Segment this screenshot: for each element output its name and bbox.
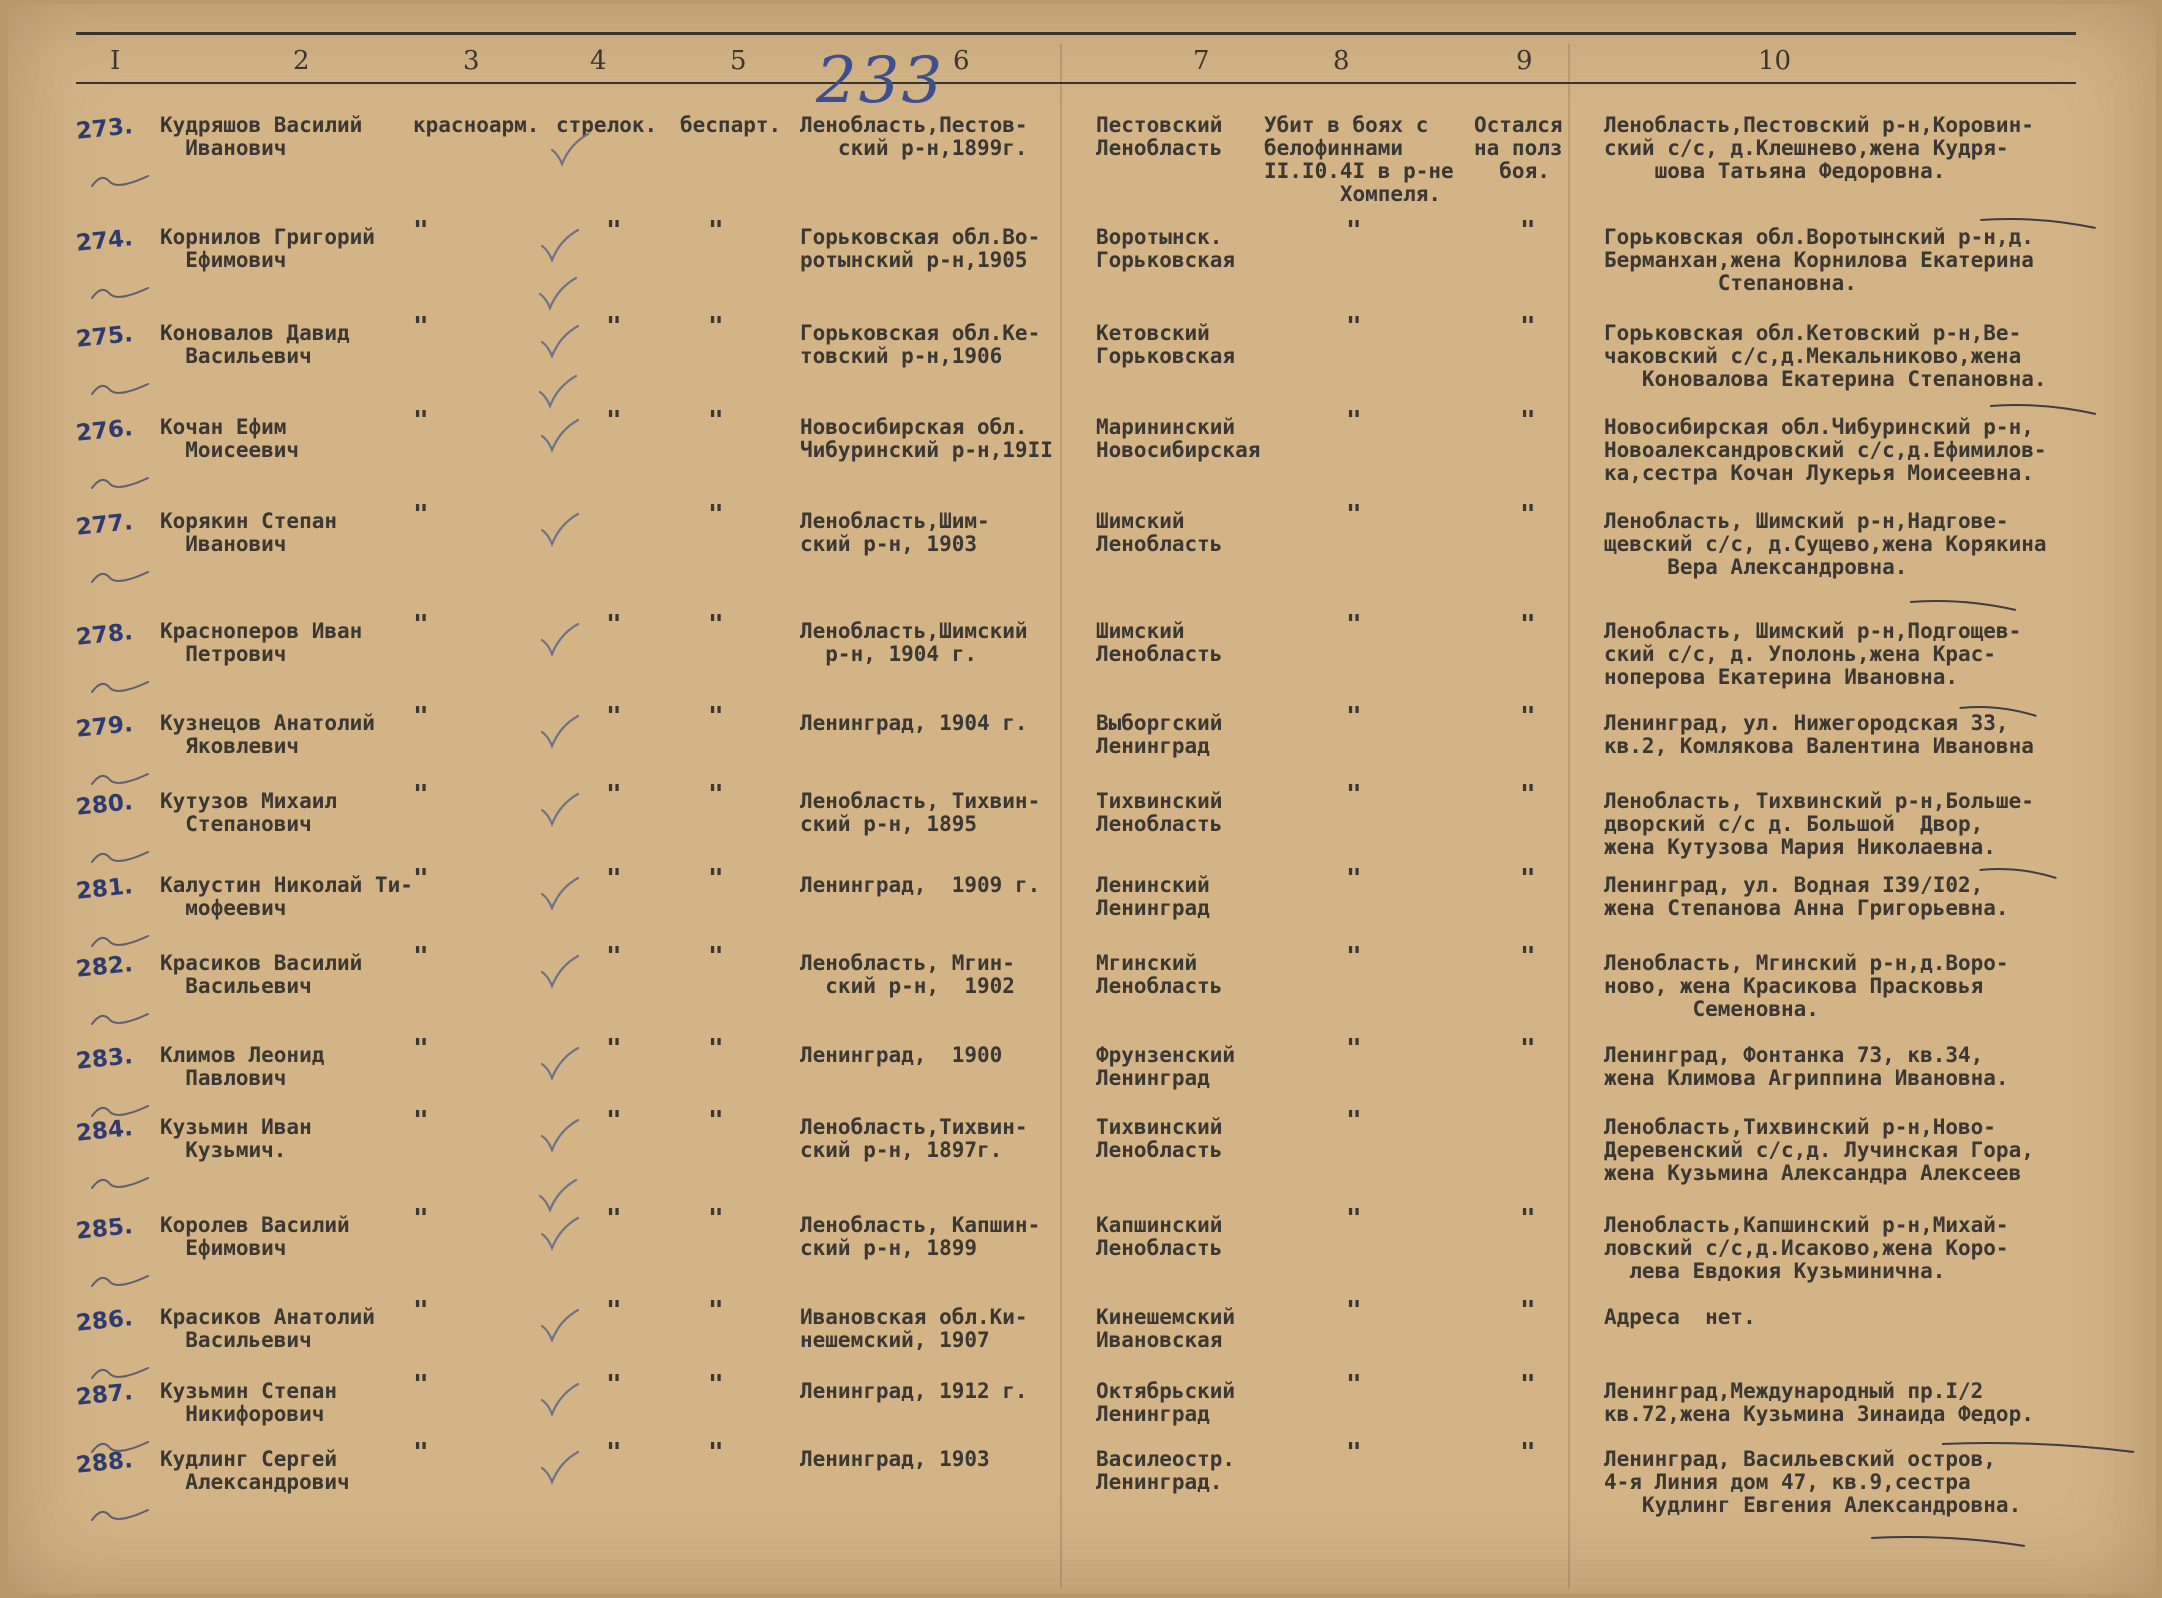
cell-buried: " (1520, 942, 1536, 972)
pencil-underline (1978, 862, 2058, 892)
cell-rank: " (413, 864, 429, 894)
table-row (8, 500, 2156, 596)
pencil-underline (1958, 700, 2038, 730)
table-row (8, 406, 2156, 502)
cell-buried: " (1520, 702, 1536, 732)
cell-birth: Ленобласть, Мгин- ский р-н, 1902 (800, 951, 1015, 998)
cell-party: беспарт. (680, 113, 782, 137)
cell-name: Кудлинг Сергей Александрович (160, 1447, 350, 1494)
record-number: 273. (74, 113, 134, 145)
cell-address: Ленобласть, Шимский р-н,Подгощев- ский с/с, д. Уполонь,жена Крас- ноперова Екатерина Ивановна. (1604, 619, 2022, 689)
cell-fate: " (1346, 1204, 1362, 1234)
column-header-6: 6 (953, 46, 970, 76)
cell-name: Кудряшов Василий Иванович (160, 113, 363, 160)
cell-party: " (708, 1438, 724, 1468)
cell-fate: " (1346, 780, 1362, 810)
cell-rvk: Кетовский Горьковская (1096, 321, 1236, 368)
table-row (8, 702, 2156, 798)
pencil-underline (1938, 1436, 2138, 1466)
cell-birth: Горьковская обл.Во- ротынский р-н,1905 (800, 225, 1041, 272)
cell-name: Красиков Василий Васильевич (160, 951, 363, 998)
pencil-swoosh-icon (88, 276, 158, 306)
pencil-check-icon (538, 792, 578, 822)
top-rule (76, 32, 2076, 35)
record-number: 288. (74, 1447, 134, 1479)
cell-rank: " (413, 1296, 429, 1326)
pencil-underline (1908, 594, 2018, 624)
cell-rvk: Кинешемский Ивановская (1096, 1305, 1236, 1352)
cell-address: Адреса нет. (1604, 1305, 1756, 1329)
pencil-swoosh-icon (88, 1002, 158, 1032)
cell-buried: " (1520, 864, 1536, 894)
pencil-swoosh-icon (88, 762, 158, 792)
record-number: 274. (74, 225, 134, 257)
cell-role: стрелок. (556, 113, 658, 137)
pencil-check-icon (538, 1118, 578, 1148)
pencil-check-icon (538, 228, 578, 258)
cell-address: Ленобласть, Шимский р-н,Надгове- щевский с/с, д.Сущево,жена Корякина Вера Александровна. (1604, 509, 2047, 579)
cell-fate: " (1346, 702, 1362, 732)
pencil-check-icon (538, 954, 578, 984)
pencil-check-icon (538, 512, 578, 542)
table-row (8, 942, 2156, 1038)
cell-rank: " (413, 1106, 429, 1136)
cell-birth: Ленобласть,Пестов- ский р-н,1899г. (800, 113, 1028, 160)
cell-name: Коновалов Давид Васильевич (160, 321, 350, 368)
cell-buried: " (1520, 1296, 1536, 1326)
column-header-1: I (110, 46, 121, 76)
column-header-8: 8 (1333, 46, 1350, 76)
cell-buried: " (1520, 1034, 1536, 1064)
cell-fate: " (1346, 942, 1362, 972)
record-number: 278. (74, 619, 134, 651)
cell-rank: " (413, 1034, 429, 1064)
pencil-check-icon (538, 622, 578, 652)
archive-sheet (8, 4, 2156, 1594)
cell-role: " (606, 1204, 622, 1234)
pencil-check-icon (538, 1046, 578, 1076)
pencil-swoosh-icon (88, 670, 158, 700)
cell-rvk: Воротынск. Горьковская (1096, 225, 1236, 272)
cell-birth: Ленинград, 1909 г. (800, 873, 1041, 897)
cell-rank: " (413, 780, 429, 810)
cell-party: " (708, 610, 724, 640)
cell-name: Красиков Анатолий Васильевич (160, 1305, 375, 1352)
pencil-check-icon (538, 324, 578, 354)
cell-rank: " (413, 500, 429, 530)
cell-party: " (708, 500, 724, 530)
cell-birth: Ленобласть, Капшин- ский р-н, 1899 (800, 1213, 1041, 1260)
record-number: 285. (74, 1213, 134, 1245)
pencil-underline (1988, 398, 2098, 428)
cell-buried: " (1520, 610, 1536, 640)
cell-buried: " (1520, 500, 1536, 530)
cell-buried: " (1520, 406, 1536, 436)
cell-birth: Горьковская обл.Ке- товский р-н,1906 (800, 321, 1041, 368)
cell-fate: " (1346, 1034, 1362, 1064)
cell-role: " (606, 406, 622, 436)
cell-role: " (606, 780, 622, 810)
table-row (8, 1204, 2156, 1300)
cell-name: Королев Василий Ефимович (160, 1213, 350, 1260)
pencil-swoosh-icon (88, 840, 158, 870)
cell-buried: " (1520, 1204, 1536, 1234)
pencil-swoosh-icon (88, 466, 158, 496)
cell-address: Ленинград,Международный пр.I/2 кв.72,жена Кузьмина Зинаида Федор. (1604, 1379, 2034, 1426)
cell-address: Ленинград, Васильевский остров, 4-я Линия дом 47, кв.9,сестра Кудлинг Евгения Александровна. (1604, 1447, 2022, 1517)
record-number: 283. (74, 1043, 134, 1075)
table-row (8, 780, 2156, 876)
pencil-check-icon (538, 1382, 578, 1412)
cell-role: " (606, 1438, 622, 1468)
cell-birth: Ленинград, 1912 г. (800, 1379, 1028, 1403)
cell-name: Корнилов Григорий Ефимович (160, 225, 375, 272)
cell-address: Ленобласть,Пестовский р-н,Коровин- ский с/с, д.Клешнево,жена Кудря- шова Татьяна Федоровна. (1604, 113, 2034, 183)
column-header-9: 9 (1516, 46, 1533, 76)
cell-party: " (708, 1204, 724, 1234)
cell-party: " (708, 1034, 724, 1064)
column-header-4: 4 (590, 46, 607, 76)
cell-party: " (708, 702, 724, 732)
cell-rank: " (413, 406, 429, 436)
cell-birth: Ленобласть, Тихвин- ский р-н, 1895 (800, 789, 1041, 836)
column-header-10: 10 (1758, 46, 1792, 76)
cell-address: Ленобласть, Мгинский р-н,д.Воро- ново, жена Красикова Прасковья Семеновна. (1604, 951, 2009, 1021)
cell-rvk: Шимский Ленобласть (1096, 619, 1223, 666)
table-row (8, 1106, 2156, 1202)
cell-rvk: Выборгский Ленинград (1096, 711, 1223, 758)
cell-fate: " (1346, 216, 1362, 246)
table-row (8, 216, 2156, 312)
cell-role: " (606, 1370, 622, 1400)
pencil-check-icon (538, 876, 578, 906)
cell-role: " (606, 1106, 622, 1136)
pencil-underline (1868, 1530, 2028, 1560)
table-row (8, 610, 2156, 706)
cell-rank: " (413, 942, 429, 972)
record-number: 277. (74, 509, 134, 541)
cell-role: " (606, 942, 622, 972)
record-number: 287. (74, 1379, 134, 1411)
cell-rank: " (413, 1204, 429, 1234)
table-row (8, 864, 2156, 960)
cell-address: Ленинград, ул. Водная I39/I02, жена Степанова Анна Григорьевна. (1604, 873, 2009, 920)
cell-rank: " (413, 312, 429, 342)
cell-party: " (708, 780, 724, 810)
cell-fate: " (1346, 864, 1362, 894)
cell-birth: Ленобласть,Шимский р-н, 1904 г. (800, 619, 1028, 666)
cell-party: " (708, 1370, 724, 1400)
column-header-3: 3 (463, 46, 480, 76)
cell-buried: " (1520, 1438, 1536, 1468)
cell-birth: Новосибирская обл. Чибуринский р-н,19II (800, 415, 1053, 462)
cell-rvk: Мгинский Ленобласть (1096, 951, 1223, 998)
pencil-swoosh-icon (88, 1498, 158, 1528)
cell-rvk: Фрунзенский Ленинград (1096, 1043, 1236, 1090)
cell-name: Кутузов Михаил Степанович (160, 789, 338, 836)
cell-name: Кузьмин Иван Кузьмич. (160, 1115, 312, 1162)
cell-address: Горьковская обл.Кетовский р-н,Ве- чаковский с/с,д.Мекальниково,жена Коновалова Екатерина Степановна. (1604, 321, 2047, 391)
pencil-check-icon (538, 1308, 578, 1338)
cell-address: Ленобласть,Капшинский р-н,Михай- ловский с/с,д.Исаково,жена Коро- лева Евдокия Кузьминична. (1604, 1213, 2009, 1283)
cell-party: " (708, 406, 724, 436)
pencil-check-icon (538, 418, 578, 448)
pencil-check-icon (538, 1450, 578, 1480)
cell-fate: " (1346, 406, 1362, 436)
record-number: 282. (74, 951, 134, 983)
cell-role: " (606, 1034, 622, 1064)
cell-fate: " (1346, 1296, 1362, 1326)
cell-rvk: Тихвинский Ленобласть (1096, 1115, 1223, 1162)
cell-address: Ленинград, ул. Нижегородская 33, кв.2, Комлякова Валентина Ивановна (1604, 711, 2034, 758)
cell-rvk: Ленинский Ленинград (1096, 873, 1210, 920)
record-number: 286. (74, 1305, 134, 1337)
record-number: 276. (74, 415, 134, 447)
cell-rank: " (413, 216, 429, 246)
record-number: 275. (74, 321, 134, 353)
cell-fate: " (1346, 610, 1362, 640)
cell-party: " (708, 1106, 724, 1136)
pencil-check-icon (538, 714, 578, 744)
cell-role: " (606, 610, 622, 640)
pencil-check-icon (536, 374, 580, 410)
page-number-stamp: 233 (816, 44, 945, 118)
cell-address: Ленобласть,Тихвинский р-н,Ново- Деревенский с/с,д. Лучинская Гора, жена Кузьмина Александра Алексеев (1604, 1115, 2034, 1185)
cell-role: " (606, 1296, 622, 1326)
cell-address: Ленобласть, Тихвинский р-н,Больше- дворский с/с д. Большой Двор, жена Кутузова Мария Николаевна. (1604, 789, 2034, 859)
cell-fate: " (1346, 1370, 1362, 1400)
column-header-2: 2 (293, 46, 310, 76)
pencil-underline (1978, 212, 2098, 242)
cell-birth: Ленинград, 1904 г. (800, 711, 1028, 735)
cell-fate: Убит в боях с белофиннами II.I0.4I в р-не Хомпеля. (1264, 113, 1454, 206)
pencil-swoosh-icon (88, 1264, 158, 1294)
cell-party: " (708, 1296, 724, 1326)
cell-rvk: Василеостр. Ленинград. (1096, 1447, 1236, 1494)
cell-address: Ленинград, Фонтанка 73, кв.34, жена Климова Агриппина Ивановна. (1604, 1043, 2009, 1090)
cell-birth: Ленинград, 1903 (800, 1447, 990, 1471)
cell-birth: Ленобласть,Тихвин- ский р-н, 1897г. (800, 1115, 1028, 1162)
record-number: 281. (74, 873, 134, 905)
pencil-swoosh-icon (88, 372, 158, 402)
table-row (8, 1438, 2156, 1534)
cell-name: Климов Леонид Павлович (160, 1043, 325, 1090)
cell-rank: " (413, 1438, 429, 1468)
cell-name: Кочан Ефим Моисеевич (160, 415, 300, 462)
column-header-7: 7 (1193, 46, 1210, 76)
cell-party: " (708, 864, 724, 894)
cell-rvk: Шимский Ленобласть (1096, 509, 1223, 556)
cell-role: " (606, 702, 622, 732)
record-number: 280. (74, 789, 134, 821)
cell-rvk: Октябрьский Ленинград (1096, 1379, 1236, 1426)
cell-buried: " (1520, 780, 1536, 810)
cell-birth: Ленинград, 1900 (800, 1043, 1003, 1067)
pencil-check-icon (548, 132, 588, 162)
cell-birth: Ивановская обл.Ки- нешемский, 1907 (800, 1305, 1028, 1352)
cell-fate: " (1346, 1438, 1362, 1468)
cell-party: " (708, 216, 724, 246)
pencil-check-icon (536, 276, 580, 312)
pencil-check-icon (538, 1216, 578, 1246)
cell-name: Калустин Николай Ти- мофеевич (160, 873, 413, 920)
cell-address: Новосибирская обл.Чибуринский р-н, Новоалександровский с/с,д.Ефимилов- ка,сестра Кочан Лукерья Моисеевна. (1604, 415, 2047, 485)
cell-role: " (606, 864, 622, 894)
cell-role: " (606, 312, 622, 342)
cell-rank: красноарм. (413, 113, 540, 137)
pencil-swoosh-icon (88, 164, 158, 194)
pencil-check-icon (536, 1178, 580, 1214)
cell-fate: " (1346, 312, 1362, 342)
cell-name: Красноперов Иван Петрович (160, 619, 363, 666)
cell-rank: " (413, 1370, 429, 1400)
column-header-5: 5 (730, 46, 747, 76)
pencil-swoosh-icon (88, 1166, 158, 1196)
pencil-swoosh-icon (88, 560, 158, 590)
record-number: 279. (74, 711, 134, 743)
cell-rvk: Тихвинский Ленобласть (1096, 789, 1223, 836)
cell-birth: Ленобласть,Шим- ский р-н, 1903 (800, 509, 990, 556)
header-rule (76, 82, 2076, 84)
cell-rvk: Капшинский Ленобласть (1096, 1213, 1223, 1260)
cell-rank: " (413, 702, 429, 732)
cell-party: " (708, 942, 724, 972)
cell-party: " (708, 312, 724, 342)
cell-buried: " (1520, 312, 1536, 342)
cell-buried: Остался на полз боя. (1474, 113, 1563, 183)
table-row (8, 312, 2156, 408)
cell-fate: " (1346, 1106, 1362, 1136)
cell-fate: " (1346, 500, 1362, 530)
cell-role: " (606, 216, 622, 246)
pencil-swoosh-icon (88, 924, 158, 954)
cell-name: Кузьмин Степан Никифорович (160, 1379, 338, 1426)
cell-buried: " (1520, 216, 1536, 246)
cell-rank: " (413, 610, 429, 640)
cell-rvk: Пестовский Ленобласть (1096, 113, 1223, 160)
cell-name: Корякин Степан Иванович (160, 509, 338, 556)
cell-rvk: Марининский Новосибирская (1096, 415, 1261, 462)
cell-name: Кузнецов Анатолий Яковлевич (160, 711, 375, 758)
record-number: 284. (74, 1115, 134, 1147)
table-row (8, 113, 2156, 206)
cell-buried: " (1520, 1370, 1536, 1400)
cell-address: Горьковская обл.Воротынский р-н,д. Берманхан,жена Корнилова Екатерина Степановна. (1604, 225, 2034, 295)
